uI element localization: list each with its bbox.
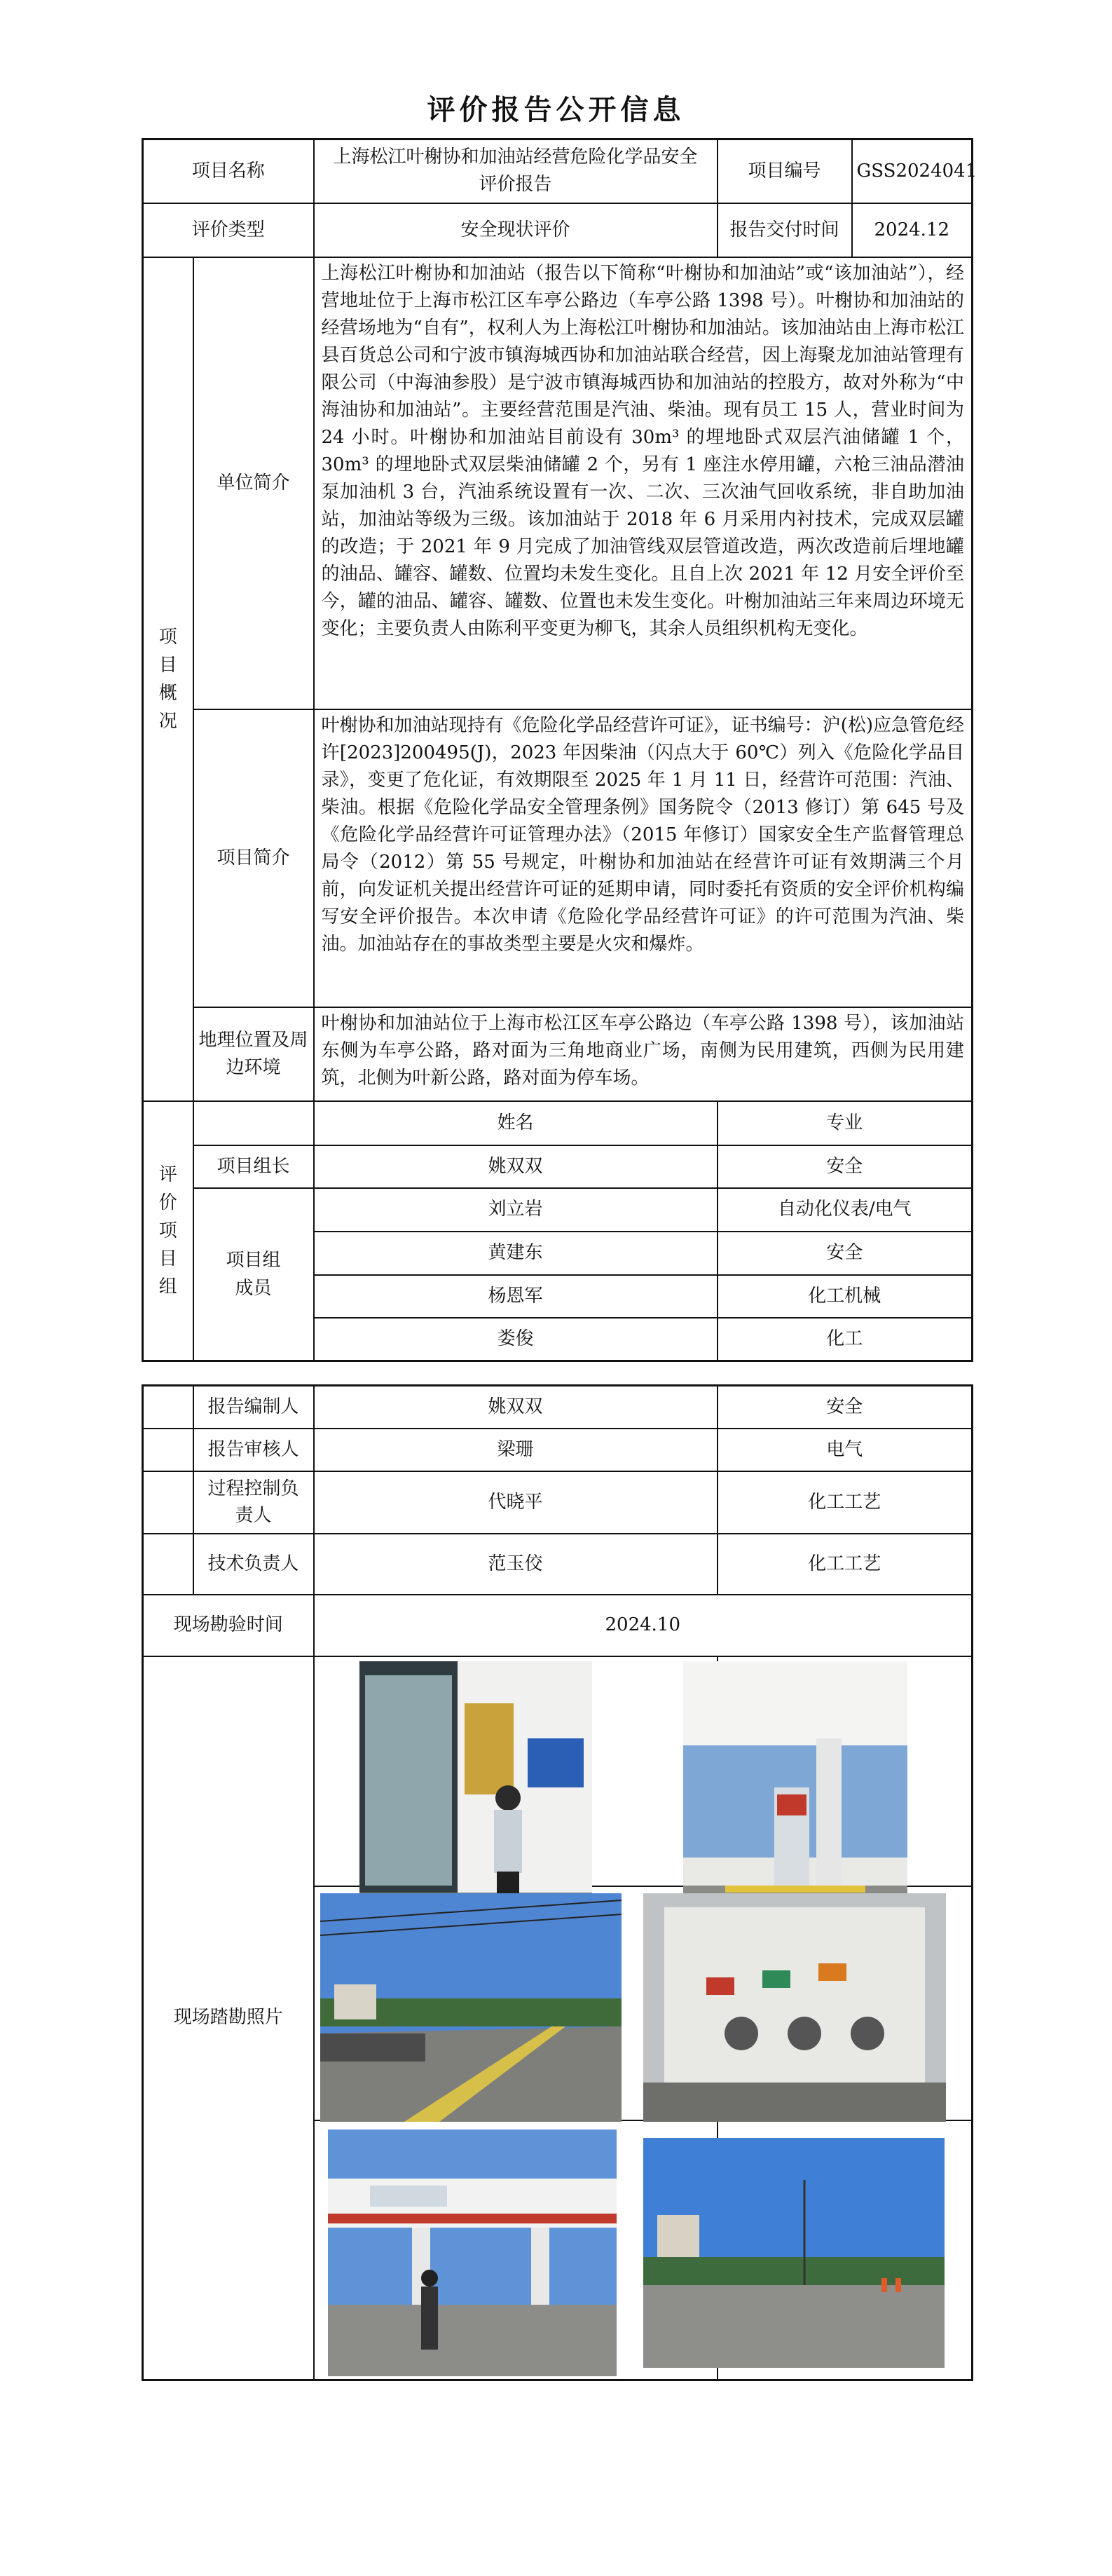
- eval-type-label: 评价类型: [143, 203, 314, 257]
- team-col-name: 姓名: [314, 1101, 718, 1145]
- photo-forecourt: [643, 2138, 945, 2368]
- eval-type-value: 安全现状评价: [314, 203, 718, 257]
- staff-empty-cell: [143, 1386, 193, 1429]
- staff-role: 报告编制人: [193, 1386, 314, 1429]
- staff-major: 电气: [718, 1429, 973, 1471]
- staff-empty-cell: [143, 1429, 193, 1471]
- team-header-empty: [193, 1101, 314, 1145]
- staff-role: 过程控制负责人: [193, 1471, 314, 1534]
- project-name-value: 上海松江叶榭协和加油站经营危险化学品安全评价报告: [314, 139, 718, 203]
- photo-tank-well: [643, 1893, 946, 2122]
- report-info-table: [142, 138, 977, 1362]
- staff-major: 化工工艺: [718, 1534, 973, 1595]
- staff-role: 报告审核人: [193, 1429, 314, 1471]
- member-major: 化工: [718, 1318, 973, 1361]
- survey-time-value: 2024.10: [314, 1595, 973, 1656]
- page-title: 评价报告公开信息: [427, 93, 685, 126]
- delivery-time-value: 2024.12: [852, 203, 973, 257]
- team-members-label: 项目组成员: [193, 1188, 314, 1361]
- project-intro-label: 项目简介: [193, 709, 314, 1007]
- delivery-time-label: 报告交付时间: [718, 203, 852, 257]
- staff-major: 安全: [718, 1386, 973, 1429]
- project-no-label: 项目编号: [718, 139, 852, 203]
- staff-name: 梁珊: [314, 1429, 718, 1471]
- member-major: 自动化仪表/电气: [718, 1188, 973, 1232]
- team-section-label: 评价项目组: [143, 1101, 193, 1361]
- team-leader-major: 安全: [718, 1145, 973, 1188]
- unit-intro-text: 上海松江叶榭协和加油站（报告以下简称“叶榭协和加油站”或“该加油站”），经营地址位于上海市松江区车亭公路边（车亭公路 1398 号）。叶榭协和加油站的经营场地为“自有”，权利人为上海松江叶榭协和加油站。该加油站由上海市松江县百货总公司和宁波市镇海城西协和加油站联合经营，因上海聚龙加油站管理有限公司（中海油参股）是宁波市镇海城西协和加油站的控股方，故对外称为“中海油协和加油站”。主要经营范围是汽油、柴油。现有员工 15 人，营业时间为 24 小时。叶榭协和加油站目前设有 30m³ 的埋地卧式双层汽油储罐 1 个，30m³ 的埋地卧式双层柴油储罐 2 个，另有 1 座注水停用罐，六枪三油品潜油泵加油机 3 台，汽油系统设置有一次、二次、三次油气回收系统，非自助加油站，加油站等级为三级。该加油站于 2018 年 6 月采用内衬技术，完成双层罐的改造；于 2021 年 9 月完成了加油管线双层管道改造，两次改造前后埋地罐的油品、罐容、罐数、位置均未发生变化。且自上次 2021 年 12 月安全评价至今，罐的油品、罐容、罐数、位置也未发生变化。叶榭加油站三年来周边环境无变化；主要负责人由陈利平变更为柳飞，其余人员组织机构无变化。: [314, 257, 973, 709]
- member-name: 刘立岩: [314, 1188, 718, 1232]
- team-leader-label: 项目组长: [193, 1145, 314, 1188]
- staff-major: 化工工艺: [718, 1471, 973, 1534]
- team-col-major: 专业: [718, 1101, 973, 1145]
- unit-intro-label: 单位简介: [193, 257, 314, 709]
- geo-text: 叶榭协和加油站位于上海市松江区车亭公路边（车亭公路 1398 号），该加油站东侧为车亭公路，路对面为三角地商业广场，南侧为民用建筑，西侧为民用建筑，北侧为叶新公路，路对面为停车场。: [314, 1007, 973, 1101]
- member-name: 杨恩军: [314, 1275, 718, 1318]
- member-name: 娄俊: [314, 1318, 718, 1361]
- survey-time-label: 现场勘验时间: [143, 1595, 314, 1656]
- project-name-label: 项目名称: [143, 139, 314, 203]
- member-major: 安全: [718, 1232, 973, 1275]
- project-intro-text: 叶榭协和加油站现持有《危险化学品经营许可证》，证书编号：沪(松)应急管危经许[2023]200495(J)，2023 年因柴油（闪点大于 60℃）列入《危险化学品目录》，变更了危化证，有效期限至 2025 年 1 月 11 日，经营许可范围：汽油、柴油。根据《危险化学品安全管理条例》国务院令（2013 修订）第 645 号及《危险化学品经营许可证管理办法》（2015 年修订）国家安全生产监督管理总局令（2012）第 55 号规定，叶榭协和加油站在经营许可证有效期满三个月前，向发证机关提出经营许可证的延期申请，同时委托有资质的安全评价机构编写安全评价报告。本次申请《危险化学品经营许可证》的许可范围为汽油、柴油。加油站存在的事故类型主要是火灾和爆炸。: [314, 709, 973, 1007]
- team-leader-name: 姚双双: [314, 1145, 718, 1188]
- overview-section-label: 项目概况: [143, 257, 193, 1101]
- geo-label: 地理位置及周边环境: [193, 1007, 314, 1101]
- survey-photos-label: 现场踏勘照片: [143, 1656, 314, 2380]
- project-no-value: GSS2024041: [852, 139, 973, 203]
- staff-role: 技术负责人: [193, 1534, 314, 1595]
- member-major: 化工机械: [718, 1275, 973, 1318]
- staff-empty-cell: [143, 1534, 193, 1595]
- member-name: 黄建东: [314, 1232, 718, 1275]
- photo-canopy: [328, 2129, 617, 2376]
- staff-name: 代晓平: [314, 1471, 718, 1534]
- staff-empty-cell: [143, 1471, 193, 1534]
- staff-name: 范玉佼: [314, 1534, 718, 1595]
- staff-name: 姚双双: [314, 1386, 718, 1429]
- photo-roadside: [320, 1893, 622, 2122]
